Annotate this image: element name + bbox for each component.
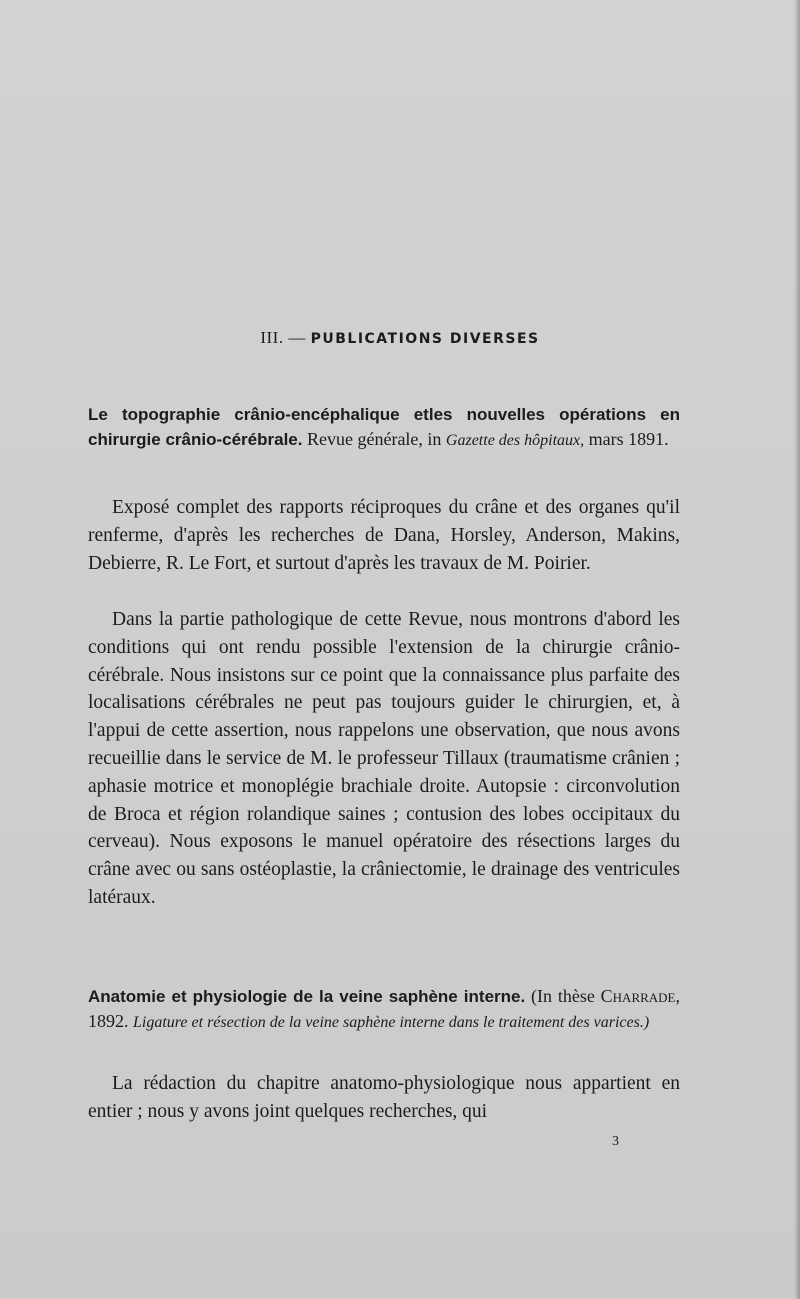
entry-1-date: mars 1891. (584, 429, 669, 449)
entry-2-heading (88, 984, 680, 1035)
entry-1-heading (88, 402, 680, 453)
page-number: 3 (612, 1134, 619, 1149)
entry-2-year: , 1892. (88, 986, 680, 1031)
section-heading (0, 328, 800, 348)
entry-1-journal: Gazette des hôpitaux, (445, 432, 585, 449)
section-dash: — (288, 328, 306, 347)
page-edge-shadow (794, 0, 800, 1299)
entry-2-title: Anatomie et physiologie de la veine saphène interne. (88, 987, 526, 1006)
entry-1-paragraph-1: Exposé complet des rapports réciproques du crâne et des organes qu'il renferme, d'après les recherches de Dana, Horsley, Anderson, Makins, Debierre, R. Le Fort, et surtout d'après les travaux de M. Poirier. (88, 497, 680, 574)
entry-1-source: Revue générale, in (302, 429, 446, 449)
section-number: III. (260, 328, 284, 347)
section-title: PUBLICATIONS DIVERSES (310, 331, 540, 347)
entry-1-paragraph-2: Dans la partie pathologique de cette Revue, nous montrons d'abord les conditions qui ont rendu possible l'extension de la chirurgie crânio-cérébrale. Nous insistons sur ce point que la connaissance plus parfaite des localisations cérébrales ne peut pas toujours guider le chirurgien, et, à l'appui de cette assertion, nous rappelons une observation, que nous avons recueillie dans le service de M. le professeur Tillaux (traumatisme crânien ; aphasie motrice et monoplégie brachiale droite. Autopsie : circonvolution de Broca et région rolandique saines ; contusion des lobes occipitaux du cerveau). Nous exposons le manuel opératoire des résections larges du crâne avec ou sans ostéoplastie, la crâniectomie, le drainage des ventricules latéraux. (88, 609, 680, 908)
entry-2-author: Charrade (600, 986, 676, 1006)
entry-1-title: Le topographie crânio-encéphalique etles nouvelles opérations en chirurgie crânio-cérébrale. (88, 405, 680, 449)
entry-2-thesis-title: Ligature et résection de la veine saphène interne dans le traitement des varices.) (133, 1014, 650, 1031)
entry-2-source: (In thèse (525, 986, 601, 1006)
entry-2-paragraph-1: La rédaction du chapitre anatomo-physiologique nous appartient en entier ; nous y avons joint quelques recherches, qui (88, 1073, 680, 1122)
